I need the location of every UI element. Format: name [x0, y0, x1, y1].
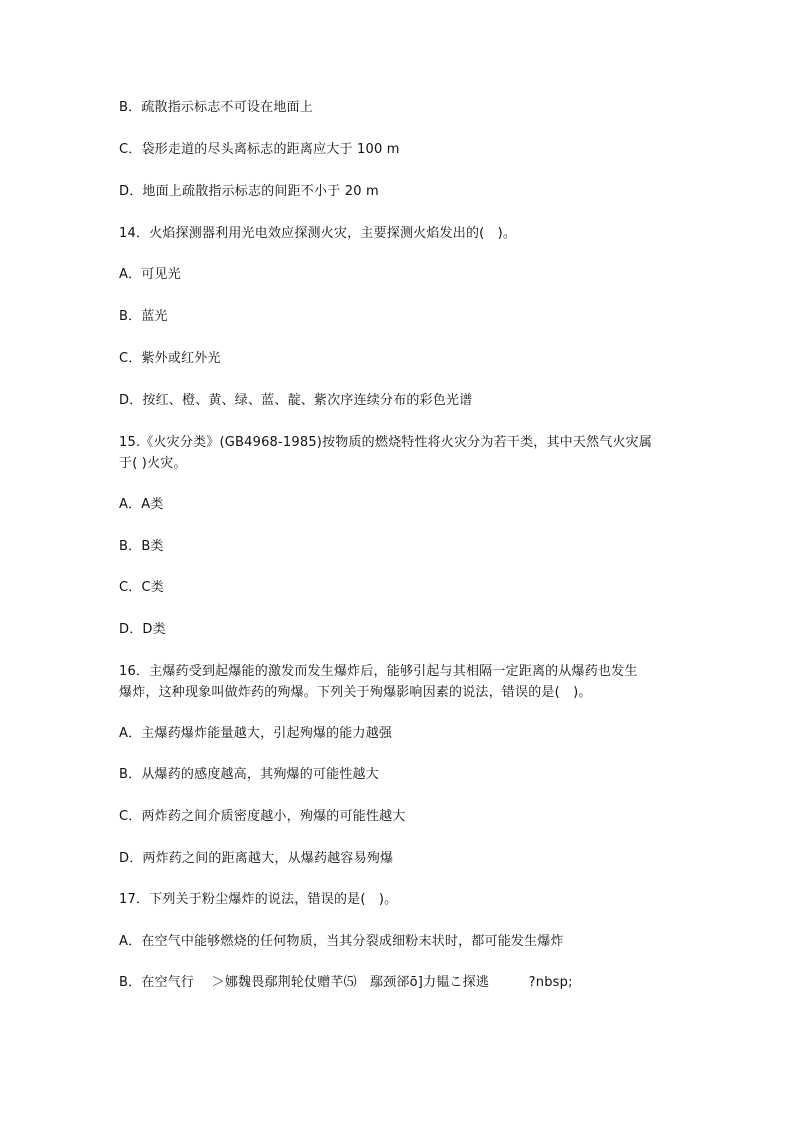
option-15a: A．A类 — [119, 497, 164, 512]
option-13c: C．袋形走道的尽头离标志的距离应大于 100 m — [119, 142, 400, 157]
question-15-line-2: 于( )火灾。 — [119, 456, 187, 471]
option-16a: A．主爆药爆炸能量越大，引起殉爆的能力越强 — [119, 726, 393, 741]
option-15c: C．C类 — [119, 580, 164, 595]
option-17a: A．在空气中能够燃烧的任何物质，当其分裂成细粉末状时，都可能发生爆炸 — [119, 934, 564, 949]
option-15b: B．B类 — [119, 539, 164, 554]
option-16c: C．两炸药之间介质密度越小，殉爆的可能性越大 — [119, 809, 406, 824]
option-17b-garbled: B．在空气行 ＞娜魏畏鄢荆轮仗赠芊⑸ 鄢颈郤ō]力韫こ探逃 ?nbsp; — [119, 975, 573, 990]
option-16b: B．从爆药的感度越高，其殉爆的可能性越大 — [119, 767, 379, 782]
option-14c: C．紫外或红外光 — [119, 351, 221, 366]
option-13b: B．疏散指示标志不可设在地面上 — [119, 100, 313, 115]
question-16-line-1: 16．主爆药受到起爆能的激发而发生爆炸后，能够引起与其相隔一定距离的从爆药也发生 — [119, 664, 638, 679]
option-14d: D．按红、橙、黄、绿、蓝、靛、紫次序连续分布的彩色光谱 — [119, 393, 473, 408]
option-16d: D．两炸药之间的距离越大，从爆药越容易殉爆 — [119, 851, 394, 866]
question-17: 17．下列关于粉尘爆炸的说法，错误的是( )。 — [119, 892, 398, 907]
question-14: 14．火焰探测器利用光电效应探测火灾，主要探测火焰发出的( )。 — [119, 226, 517, 241]
option-13d: D．地面上疏散指示标志的间距不小于 20 m — [119, 184, 379, 199]
option-15d: D．D类 — [119, 622, 166, 637]
option-14b: B．蓝光 — [119, 309, 168, 324]
question-15-line-1: 15.《火灾分类》(GB4968-1985)按物质的燃烧特性将火灾分为若干类，其中天然气火灾属 — [119, 435, 653, 450]
option-14a: A．可见光 — [119, 267, 181, 282]
question-16-line-2: 爆炸，这种现象叫做炸药的殉爆。下列关于殉爆影响因素的说法，错误的是( )。 — [119, 685, 592, 700]
